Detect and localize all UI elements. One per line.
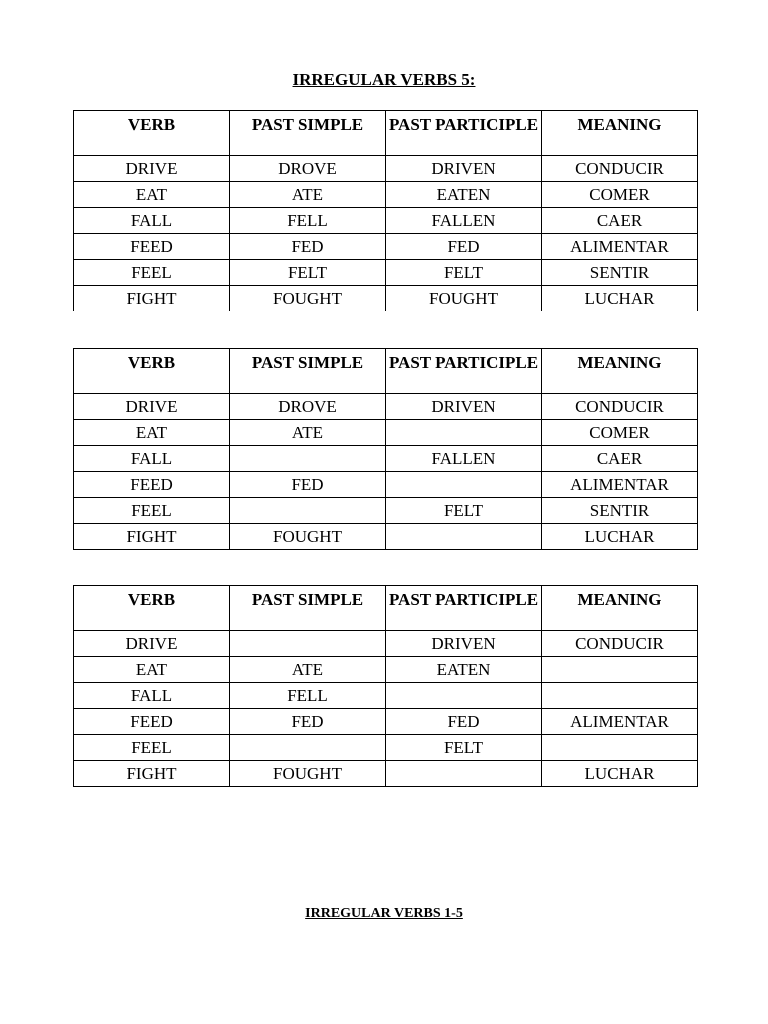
- cell-verb: FEED: [74, 234, 230, 260]
- verbs-table-exercise-1: [73, 348, 698, 550]
- cell-verb: EAT: [74, 657, 230, 683]
- table-row: [74, 472, 698, 498]
- cell-past-participle: FED: [386, 234, 542, 260]
- cell-meaning: LUCHAR: [542, 286, 698, 312]
- header-row: [74, 586, 698, 631]
- cell-verb: FIGHT: [74, 761, 230, 787]
- cell-past-participle: EATEN: [386, 182, 542, 208]
- page-title: IRREGULAR VERBS 5:: [292, 70, 476, 89]
- table-row: [74, 631, 698, 657]
- cell-past-simple: FELL: [230, 683, 386, 709]
- table-row: [74, 420, 698, 446]
- table-row: [74, 286, 698, 312]
- cell-verb: DRIVE: [74, 631, 230, 657]
- cell-meaning: COMER: [542, 182, 698, 208]
- cell-meaning: CAER: [542, 446, 698, 472]
- cell-past-simple: FED: [230, 472, 386, 498]
- cell-verb: DRIVE: [74, 394, 230, 420]
- cell-meaning: LUCHAR: [542, 761, 698, 787]
- table-row: [74, 498, 698, 524]
- cell-past-participle: FOUGHT: [386, 286, 542, 312]
- table-row: [74, 208, 698, 234]
- cell-verb: FIGHT: [74, 524, 230, 550]
- cell-meaning: [542, 683, 698, 709]
- cell-meaning: CONDUCIR: [542, 631, 698, 657]
- cell-past-participle: DRIVEN: [386, 631, 542, 657]
- cell-past-participle: FALLEN: [386, 446, 542, 472]
- cell-meaning: CAER: [542, 208, 698, 234]
- column-header-verb: VERB: [74, 349, 230, 394]
- cell-meaning: ALIMENTAR: [542, 472, 698, 498]
- cell-verb: FEEL: [74, 735, 230, 761]
- cell-meaning: ALIMENTAR: [542, 709, 698, 735]
- cell-verb: FEED: [74, 472, 230, 498]
- cell-verb: EAT: [74, 182, 230, 208]
- cell-past-simple: FED: [230, 709, 386, 735]
- table-row: [74, 260, 698, 286]
- column-header-past-participle: PAST PARTICIPLE: [386, 349, 542, 394]
- table-row: [74, 524, 698, 550]
- cell-past-participle: FELT: [386, 260, 542, 286]
- table-row: [74, 156, 698, 182]
- cell-verb: FALL: [74, 446, 230, 472]
- cell-meaning: SENTIR: [542, 260, 698, 286]
- cell-meaning: [542, 735, 698, 761]
- cell-meaning: COMER: [542, 420, 698, 446]
- cell-past-participle: [386, 683, 542, 709]
- cell-verb: FIGHT: [74, 286, 230, 312]
- cell-past-simple: FOUGHT: [230, 761, 386, 787]
- table-row: [74, 683, 698, 709]
- column-header-verb: VERB: [74, 586, 230, 631]
- cell-past-participle: [386, 472, 542, 498]
- cell-past-participle: [386, 761, 542, 787]
- cell-past-participle: DRIVEN: [386, 394, 542, 420]
- cell-past-participle: DRIVEN: [386, 156, 542, 182]
- cell-past-simple: DROVE: [230, 156, 386, 182]
- column-header-verb: VERB: [74, 111, 230, 156]
- cell-verb: FEEL: [74, 498, 230, 524]
- cell-past-participle: FELT: [386, 498, 542, 524]
- cell-meaning: CONDUCIR: [542, 156, 698, 182]
- cell-meaning: CONDUCIR: [542, 394, 698, 420]
- cell-meaning: ALIMENTAR: [542, 234, 698, 260]
- cell-past-participle: FALLEN: [386, 208, 542, 234]
- table-row: [74, 394, 698, 420]
- column-header-meaning: MEANING: [542, 586, 698, 631]
- table-row: [74, 234, 698, 260]
- header-row: [74, 349, 698, 394]
- column-header-past-simple: PAST SIMPLE: [230, 349, 386, 394]
- cell-meaning: LUCHAR: [542, 524, 698, 550]
- cell-past-simple: FOUGHT: [230, 524, 386, 550]
- cell-meaning: SENTIR: [542, 498, 698, 524]
- cell-past-simple: [230, 735, 386, 761]
- header-row: [74, 111, 698, 156]
- column-header-meaning: MEANING: [542, 111, 698, 156]
- cell-past-participle: [386, 524, 542, 550]
- cell-past-participle: FELT: [386, 735, 542, 761]
- cell-verb: EAT: [74, 420, 230, 446]
- cell-verb: DRIVE: [74, 156, 230, 182]
- cell-verb: FALL: [74, 208, 230, 234]
- cell-verb: FEEL: [74, 260, 230, 286]
- table-row: [74, 735, 698, 761]
- cell-past-simple: ATE: [230, 420, 386, 446]
- table-row: [74, 182, 698, 208]
- verbs-table-complete: [73, 110, 698, 311]
- cell-past-simple: FOUGHT: [230, 286, 386, 312]
- cell-past-simple: ATE: [230, 657, 386, 683]
- cell-past-simple: [230, 631, 386, 657]
- cell-past-participle: FED: [386, 709, 542, 735]
- column-header-past-participle: PAST PARTICIPLE: [386, 111, 542, 156]
- cell-past-participle: [386, 420, 542, 446]
- cell-past-participle: EATEN: [386, 657, 542, 683]
- cell-verb: FALL: [74, 683, 230, 709]
- column-header-past-participle: PAST PARTICIPLE: [386, 586, 542, 631]
- cell-past-simple: [230, 446, 386, 472]
- cell-verb: FEED: [74, 709, 230, 735]
- footer-title: IRREGULAR VERBS 1-5: [305, 906, 463, 921]
- table-row: [74, 761, 698, 787]
- table-row: [74, 446, 698, 472]
- cell-past-simple: ATE: [230, 182, 386, 208]
- verbs-table-exercise-2: [73, 585, 698, 787]
- cell-meaning: [542, 657, 698, 683]
- column-header-past-simple: PAST SIMPLE: [230, 586, 386, 631]
- cell-past-simple: DROVE: [230, 394, 386, 420]
- cell-past-simple: [230, 498, 386, 524]
- column-header-meaning: MEANING: [542, 349, 698, 394]
- cell-past-simple: FED: [230, 234, 386, 260]
- column-header-past-simple: PAST SIMPLE: [230, 111, 386, 156]
- cell-past-simple: FELL: [230, 208, 386, 234]
- table-row: [74, 709, 698, 735]
- cell-past-simple: FELT: [230, 260, 386, 286]
- table-row: [74, 657, 698, 683]
